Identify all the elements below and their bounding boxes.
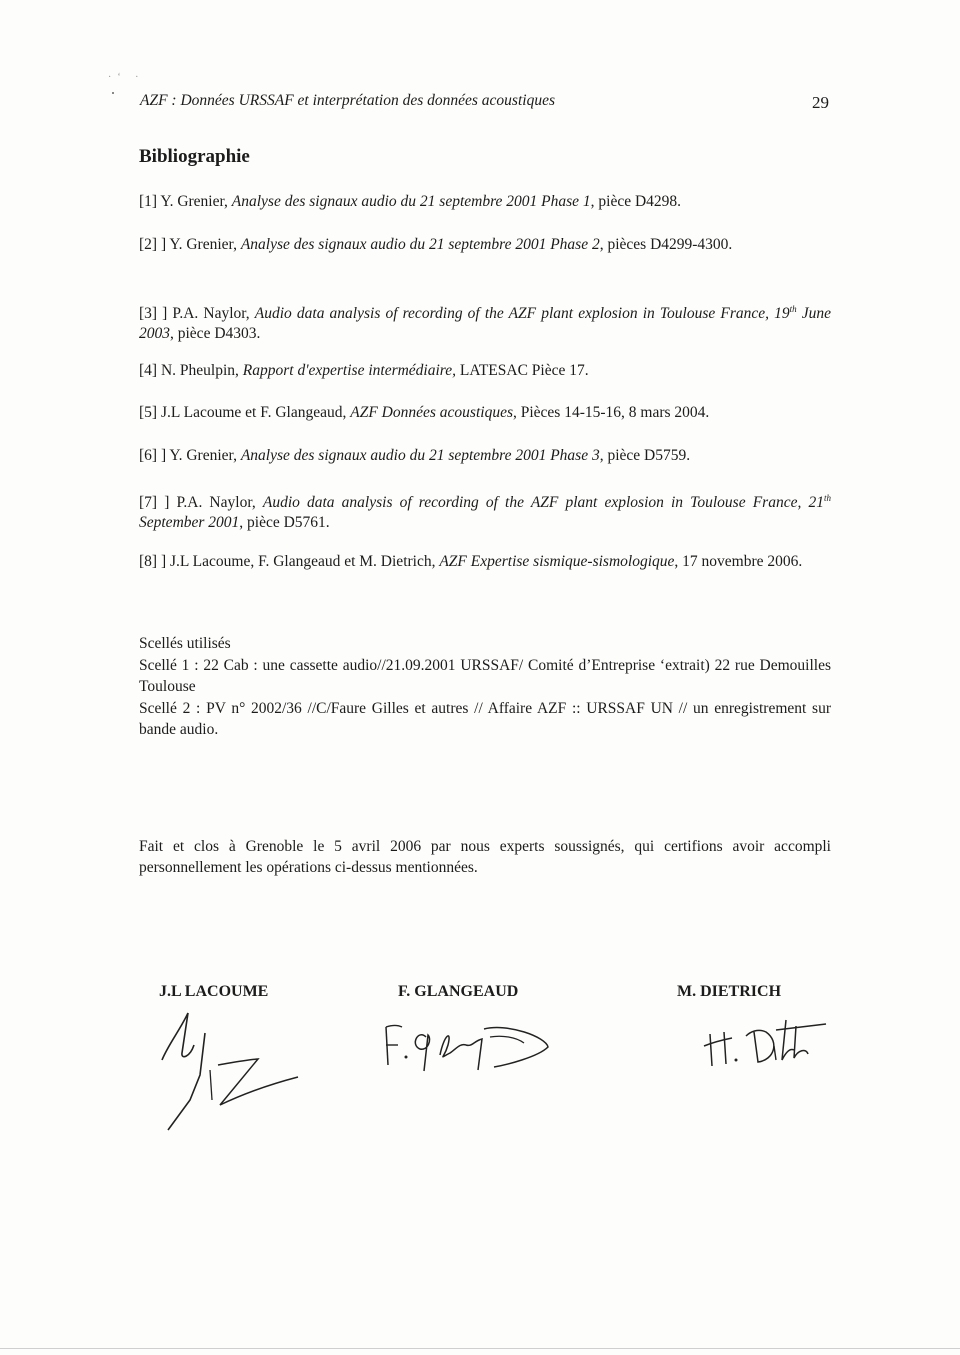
reference-superscript: th — [823, 493, 831, 503]
signatory-name-lacoume: J.L LACOUME — [159, 983, 269, 1000]
reference-source: LATESAC Pièce 17. — [456, 362, 589, 379]
signature-glangeaud — [378, 1015, 558, 1075]
reference-author: [2] ] Y. Grenier, — [139, 236, 241, 253]
reference-author: [8] ] J.L Lacoume, F. Glangeaud et M. Dietrich, — [139, 553, 440, 570]
reference-title: Audio data analysis of recording of the AZF plant explosion in Toulouse France, 19 — [254, 305, 790, 323]
reference-author: [5] J.L Lacoume et F. Glangeaud, — [139, 404, 351, 421]
reference-title-date: June 2003 — [139, 305, 831, 343]
reference-3 — [139, 299, 831, 344]
seals-block — [139, 633, 831, 741]
reference-1 — [139, 192, 831, 212]
page-bottom-edge — [0, 1348, 960, 1349]
reference-author: [4] N. Pheulpin, — [139, 362, 243, 379]
reference-7 — [139, 488, 831, 533]
reference-source: , pièce D4303. — [170, 325, 261, 343]
reference-author: [1] Y. Grenier, — [139, 193, 232, 210]
reference-author: [7] ] P.A. Naylor, — [139, 494, 263, 512]
header-title: AZF : Données URSSAF et interprétation des données acoustiques — [140, 92, 555, 109]
reference-6 — [139, 446, 831, 466]
section-title: Bibliographie — [139, 146, 250, 167]
reference-title: AZF Expertise sismique-sismologique — [439, 553, 675, 570]
seal-1: Scellé 1 : 22 Cab : une cassette audio//21.09.2001 URSSAF/ Comité d’Entreprise ‘extrait) 22 rue Demouilles Toulouse — [139, 656, 831, 695]
reference-title: Rapport d'expertise intermédiaire, — [242, 362, 457, 379]
reference-5 — [139, 403, 831, 423]
page-number: 29 — [812, 93, 829, 112]
reference-superscript: th — [789, 304, 797, 314]
seals-heading: Scellés utilisés — [139, 635, 231, 652]
reference-title: Analyse des signaux audio du 21 septembre 2001 Phase 1 — [231, 193, 591, 210]
scan-marks: ·‘ · — [108, 72, 145, 83]
reference-source: , pièce D4298. — [590, 193, 682, 210]
reference-4 — [139, 361, 831, 381]
reference-source: , pièce D5761. — [239, 514, 330, 532]
reference-title-date: September 2001 — [139, 514, 240, 532]
scan-dot — [112, 92, 114, 94]
closing-statement: Fait et clos à Grenoble le 5 avril 2006 par nous experts soussignés, qui certifions avoir accompli personnellement les opérations ci-dessus mentionnées. — [139, 838, 831, 876]
reference-source: , pièces D4299-4300. — [599, 236, 733, 253]
signatory-name-dietrich: M. DIETRICH — [677, 983, 782, 1000]
reference-title: Analyse des signaux audio du 21 septembre 2001 Phase 2 — [240, 236, 600, 253]
reference-source: , pièce D5759. — [599, 447, 691, 464]
reference-author: [6] ] Y. Grenier, — [139, 447, 241, 464]
signature-lacoume — [150, 1005, 310, 1135]
reference-title: Analyse des signaux audio du 21 septembre 2001 Phase 3 — [240, 447, 600, 464]
reference-source: , Pièces 14-15-16, 8 mars 2004. — [512, 404, 710, 421]
reference-title: AZF Données acoustiques — [350, 404, 513, 421]
reference-2 — [139, 235, 831, 255]
seal-2: Scellé 2 : PV n° 2002/36 //C/Faure Gilles et autres // Affaire AZF :: URSSAF UN // un enregistrement sur bande audio. — [139, 699, 831, 738]
reference-source: , 17 novembre 2006. — [674, 553, 803, 570]
reference-8 — [139, 552, 831, 572]
signature-dietrich — [700, 1012, 840, 1072]
signatory-name-glangeaud: F. GLANGEAUD — [398, 983, 519, 1000]
reference-title: Audio data analysis of recording of the AZF plant explosion in Toulouse France, 21 — [262, 494, 824, 512]
reference-author: [3] ] P.A. Naylor, — [139, 305, 255, 323]
